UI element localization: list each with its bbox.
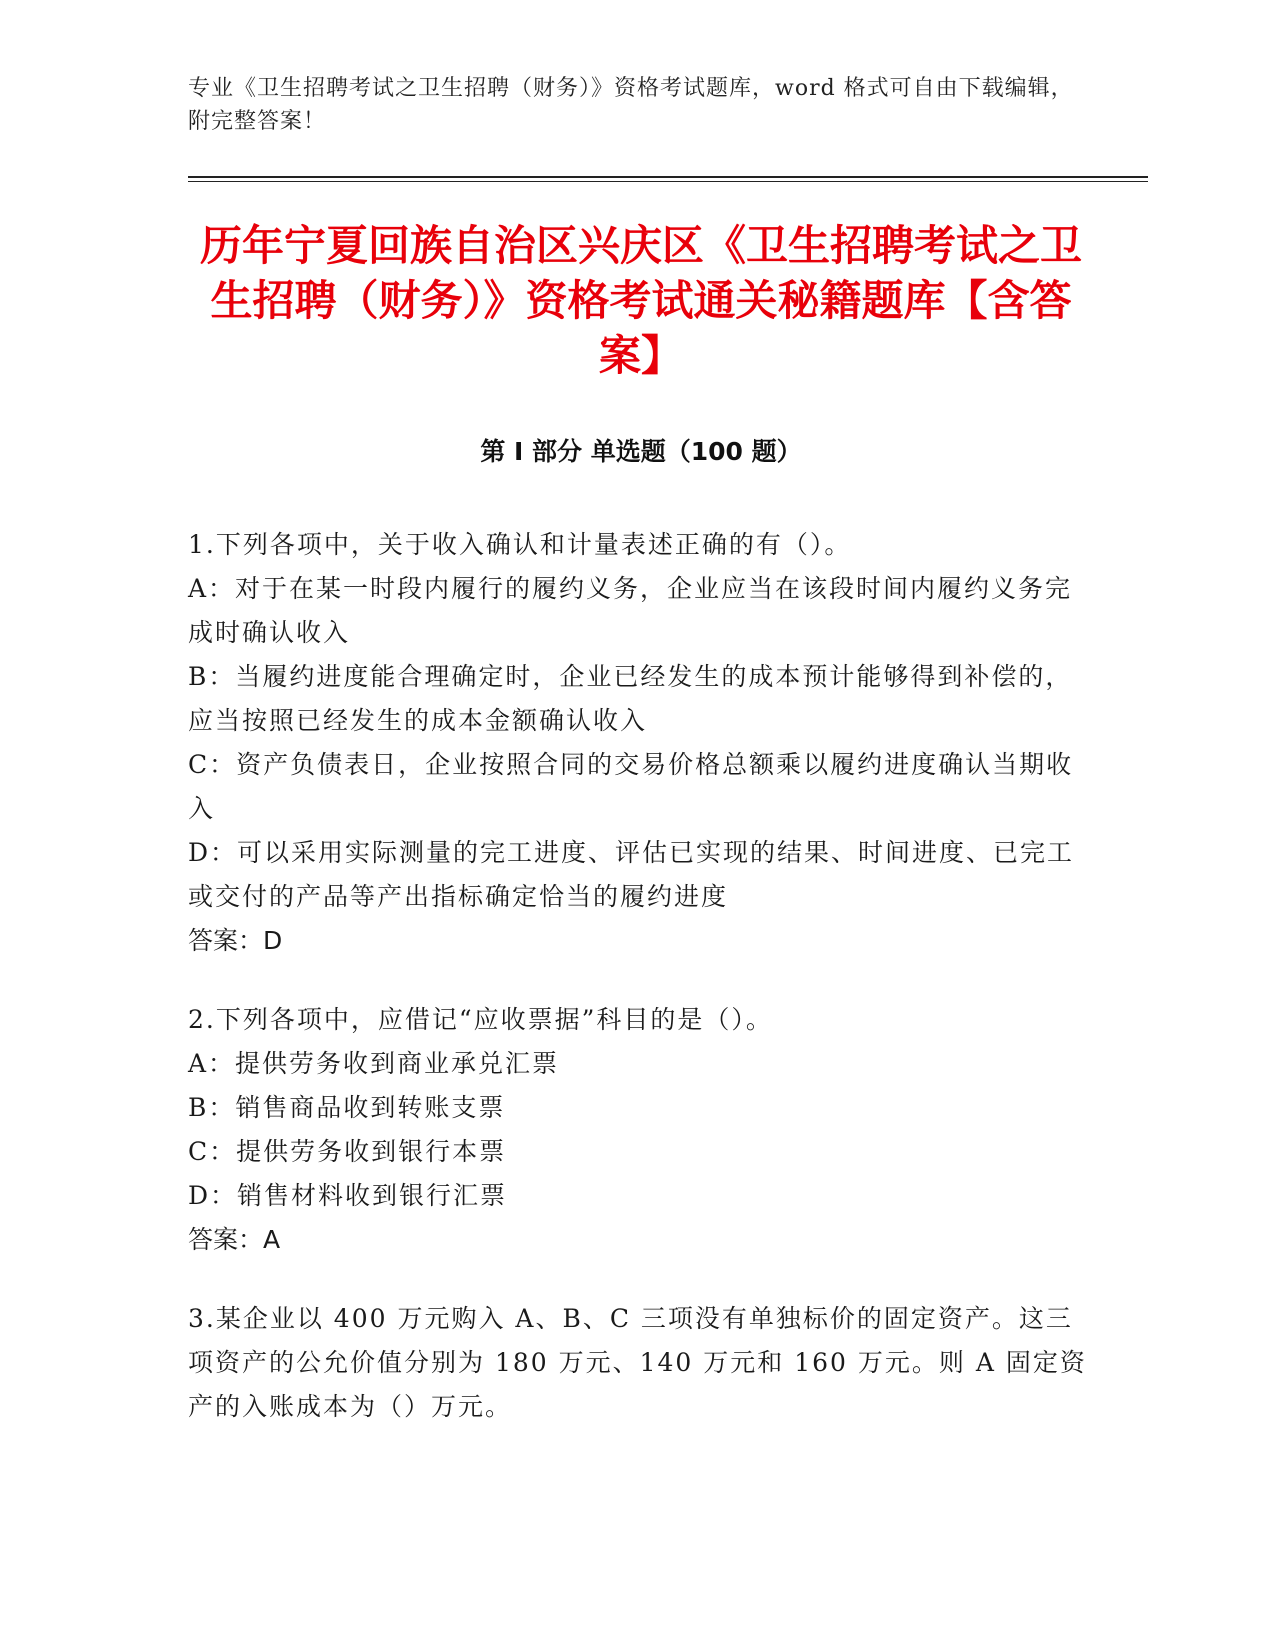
question-2	[188, 998, 1088, 1262]
question-list	[188, 523, 1088, 1464]
question-3	[188, 1297, 1088, 1429]
question-text: 3.某企业以 400 万元购入 A、B、C 三项没有单独标价的固定资产。这三项资产的公允价值分别为 180 万元、140 万元和 160 万元。则 A 固定资产的入账成本为（）万元。	[188, 1304, 1087, 1421]
answer: 答案：D	[188, 926, 283, 955]
question-text: 2.下列各项中，应借记“应收票据”科目的是（）。	[188, 1005, 773, 1034]
option-d: D：销售材料收到银行汇票	[188, 1181, 508, 1210]
option-c: C：提供劳务收到银行本票	[188, 1137, 507, 1166]
header-note: 专业《卫生招聘考试之卫生招聘（财务）》资格考试题库，word 格式可自由下载编辑，附完整答案！	[188, 76, 1074, 134]
document-title: 历年宁夏回族自治区兴庆区《卫生招聘考试之卫生招聘（财务）》资格考试通关秘籍题库【含答案】	[199, 221, 1082, 380]
section-title: 第 I 部分 单选题（100 题）	[480, 437, 802, 466]
question-1	[188, 523, 1088, 963]
answer: 答案：A	[188, 1225, 281, 1254]
question-text: 1.下列各项中，关于收入确认和计量表述正确的有（）。	[188, 530, 852, 559]
option-c: C：资产负债表日，企业按照合同的交易价格总额乘以履约进度确认当期收入	[188, 750, 1074, 823]
option-a: A：对于在某一时段内履行的履约义务，企业应当在该段时间内履约义务完成时确认收入	[188, 574, 1073, 647]
header-divider	[188, 176, 1148, 182]
option-a: A：提供劳务收到商业承兑汇票	[188, 1049, 560, 1078]
option-b: B：当履约进度能合理确定时，企业已经发生的成本预计能够得到补偿的，应当按照已经发生的成本金额确认收入	[188, 662, 1073, 735]
option-b: B：销售商品收到转账支票	[188, 1093, 506, 1122]
option-d: D：可以采用实际测量的完工进度、评估已实现的结果、时间进度、已完工或交付的产品等产出指标确定恰当的履约进度	[188, 838, 1075, 911]
